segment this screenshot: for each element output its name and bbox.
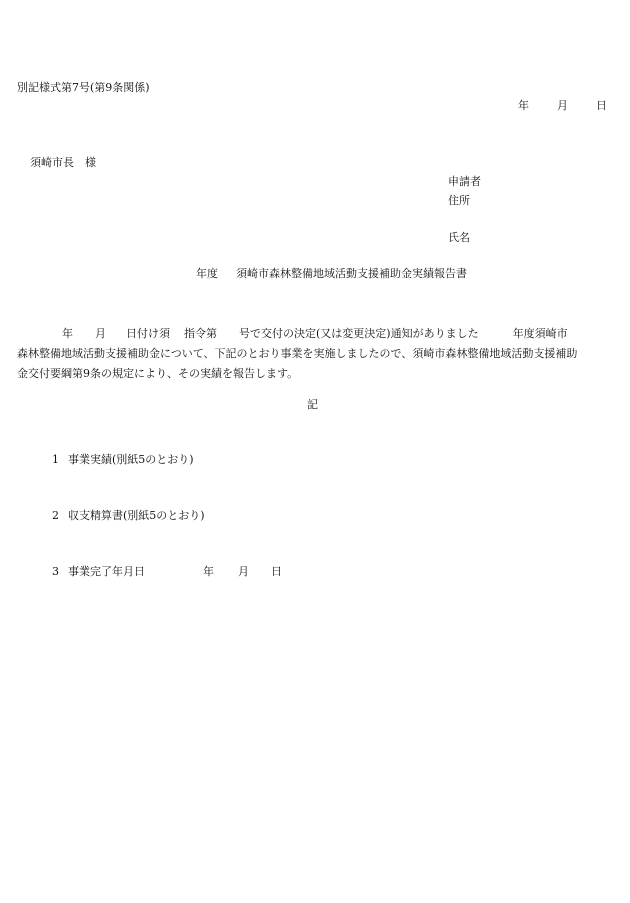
item-3 — [52, 566, 282, 577]
body-directive-label: 指令第 — [184, 327, 217, 340]
item-text: 事業完了年月日 — [68, 565, 145, 578]
body-line-2: 森林整備地域活動支援補助金について、下記のとおり事業を実施しましたので、須崎市森林整備地域活動支援補助 — [17, 347, 578, 360]
item-number: 3 — [52, 565, 59, 578]
date-year-label: 年 — [518, 99, 529, 112]
item-text: 収支精算書(別紙5のとおり) — [68, 509, 205, 522]
body-day-prefix: 日付け須 — [126, 327, 170, 340]
item-number: 2 — [52, 509, 59, 522]
report-body — [17, 324, 613, 384]
ki-heading: 記 — [307, 398, 318, 411]
name-label: 氏名 — [448, 231, 470, 244]
applicant-label: 申請者 — [448, 175, 481, 188]
item-1 — [52, 454, 194, 465]
completion-day-label: 日 — [271, 565, 282, 578]
body-notice-text: 号で交付の決定(又は変更決定)通知がありました — [239, 327, 479, 340]
completion-year-label: 年 — [203, 565, 214, 578]
report-title — [196, 268, 467, 279]
body-line-3: 金交付要綱第9条の規定により、その実績を報告します。 — [17, 367, 299, 380]
addressee: 須崎市長 様 — [30, 156, 96, 169]
body-fiscal-year: 年度須崎市 — [512, 327, 568, 340]
item-text: 事業実績(別紙5のとおり) — [68, 453, 194, 466]
date-month-label: 月 — [557, 99, 568, 112]
body-year-label: 年 — [62, 327, 73, 340]
title-year-label: 年度 — [196, 267, 218, 280]
date-day-label: 日 — [596, 99, 607, 112]
submission-date — [518, 100, 607, 111]
item-number: 1 — [52, 453, 59, 466]
item-2 — [52, 510, 205, 521]
body-month-label: 月 — [95, 327, 106, 340]
title-text: 須崎市森林整備地域活動支援補助金実績報告書 — [236, 267, 467, 280]
form-number: 別記様式第7号(第9条関係) — [17, 81, 150, 94]
address-label: 住所 — [448, 194, 470, 207]
completion-month-label: 月 — [238, 565, 249, 578]
body-line-1 — [17, 324, 613, 344]
